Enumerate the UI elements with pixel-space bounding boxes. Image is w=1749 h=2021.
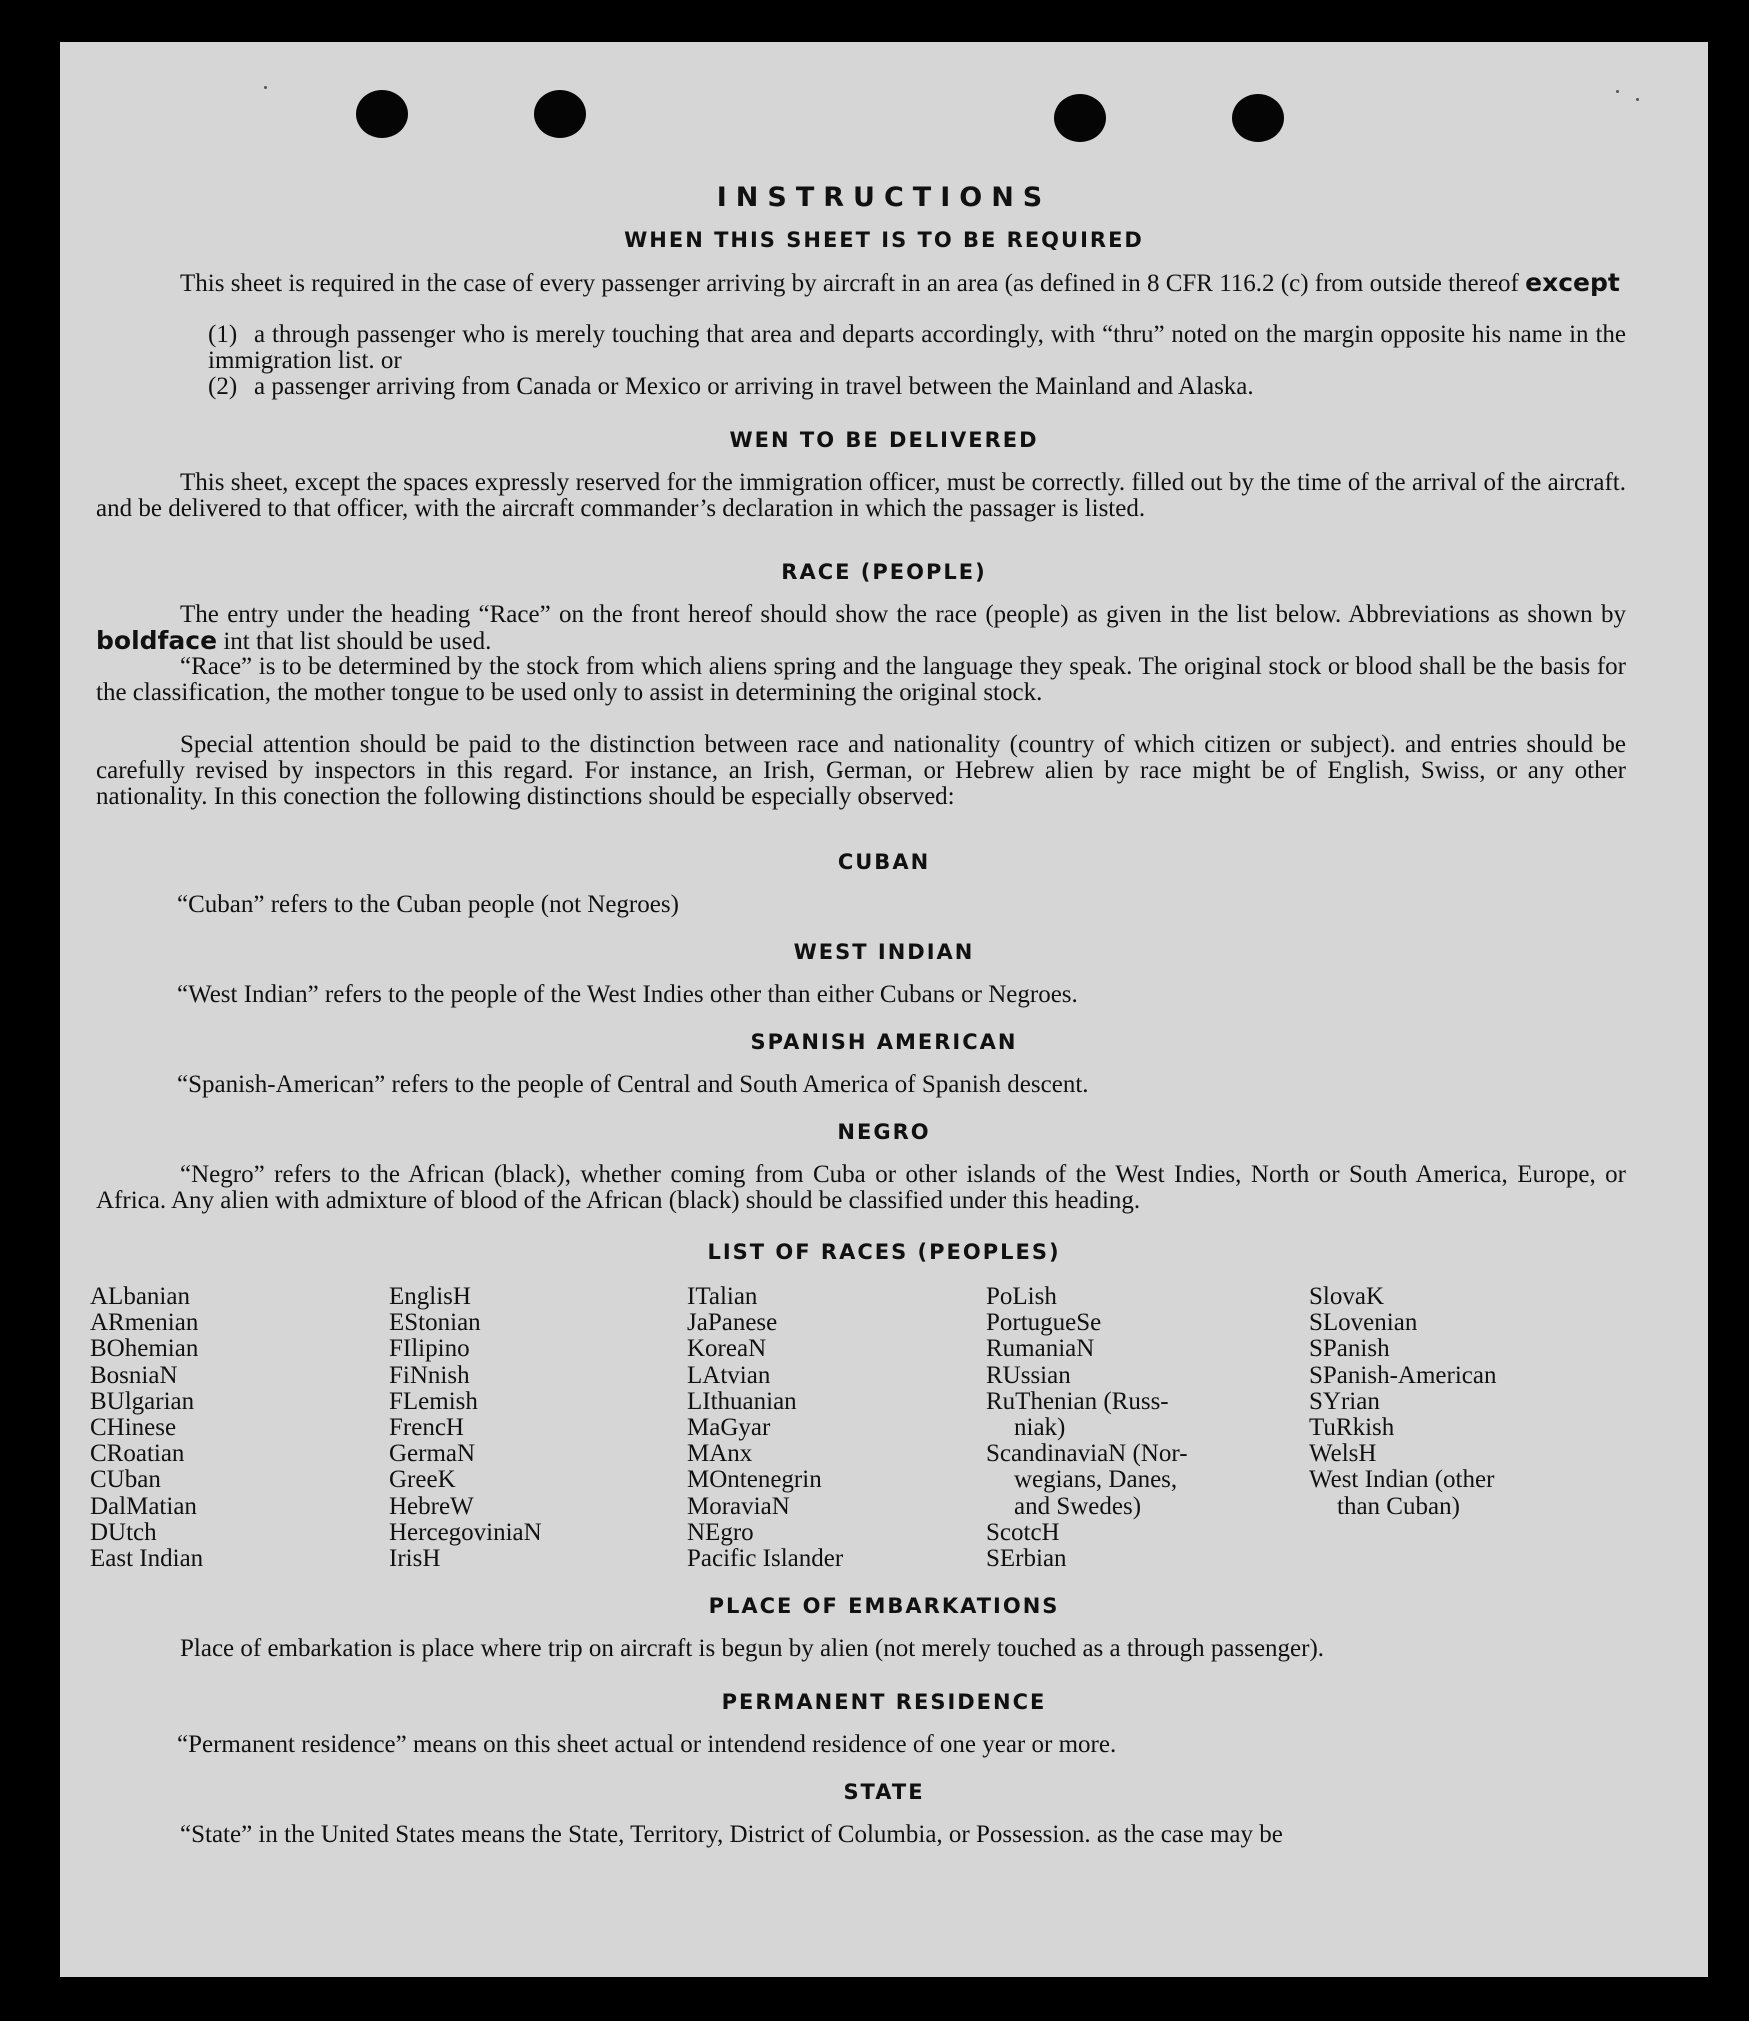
race-item: MAnx bbox=[687, 1440, 753, 1468]
race-item: SErbian bbox=[986, 1545, 1067, 1573]
race-item: FrencH bbox=[389, 1414, 464, 1442]
section-heading-cuban: CUBAN bbox=[837, 850, 931, 874]
races-column-5 bbox=[1309, 1284, 1496, 1520]
cuban-text: “Cuban” refers to the Cuban people (not Negroes) bbox=[177, 891, 679, 918]
section-heading-west-indian: WEST INDIAN bbox=[793, 940, 975, 964]
speck bbox=[264, 86, 267, 89]
race-item: HercegoviniaN bbox=[389, 1518, 542, 1546]
document-title: INSTRUCTIONS bbox=[716, 182, 1052, 213]
delivered-text: This sheet, except the spaces expressly reserved for the immigration officer, must be correctly. filled out by the time of the arrival of the aircraft. and be delivered to that officer, with the aircraft commander’s declaration in which the passager is listed. bbox=[96, 469, 1626, 522]
race-item: East Indian bbox=[90, 1545, 204, 1573]
race-item-continuation: niak) bbox=[1014, 1414, 1066, 1442]
punch-hole-2 bbox=[534, 90, 586, 138]
race-item: SYrian bbox=[1309, 1387, 1380, 1415]
race-item: Pacific Islander bbox=[687, 1545, 844, 1573]
race-paragraph-1: The entry under the heading “Race” on the front hereof should show the race (people) as given in the list below. Abbreviations as shown by boldface int that list should be used. bbox=[96, 601, 1626, 655]
race-item-continuation: wegians, Danes, bbox=[1014, 1466, 1178, 1494]
race-item: BosniaN bbox=[90, 1361, 178, 1389]
race-item: DalMatian bbox=[90, 1492, 197, 1520]
section-heading-spanish-american: SPANISH AMERICAN bbox=[750, 1030, 1018, 1054]
race-item: LAtvian bbox=[687, 1361, 771, 1389]
race-item: ITalian bbox=[687, 1283, 758, 1310]
embarkation-text: Place of embarkation is place where trip on aircraft is begun by alien (not merely touched as a through passenger). bbox=[180, 1635, 1325, 1662]
race-item: MaGyar bbox=[687, 1414, 771, 1442]
race-item-continuation: and Swedes) bbox=[1014, 1492, 1142, 1520]
spanish-american-text: “Spanish-American” refers to the people of Central and South America of Spanish descent. bbox=[177, 1071, 1089, 1098]
race-item: MoraviaN bbox=[687, 1492, 790, 1520]
punch-hole-1 bbox=[356, 90, 408, 138]
boldface-bold: boldface bbox=[96, 626, 218, 655]
race-item: BUlgarian bbox=[90, 1387, 195, 1415]
section-heading-race: RACE (PEOPLE) bbox=[781, 560, 987, 584]
section-heading-list-of-races: LIST OF RACES (PEOPLES) bbox=[707, 1240, 1061, 1264]
race-item: MOntenegrin bbox=[687, 1466, 822, 1494]
race-item: TuRkish bbox=[1309, 1414, 1395, 1442]
race-item: GreeK bbox=[389, 1466, 456, 1494]
punch-hole-4 bbox=[1232, 94, 1284, 142]
section-heading-embarkation: PLACE OF EMBARKATIONS bbox=[708, 1594, 1060, 1618]
race-item: JaPanese bbox=[687, 1309, 778, 1337]
race-item: EStonian bbox=[389, 1309, 481, 1337]
required-item-1: (1) a through passenger who is merely touching that area and departs accordingly, with “thru” noted on the margin opposite his name in the immigration list. or bbox=[208, 321, 1626, 374]
race-item: West Indian (other bbox=[1309, 1466, 1495, 1494]
race-item: ScotcH bbox=[986, 1518, 1060, 1546]
race-paragraph-3: Special attention should be paid to the distinction between race and nationality (country of which citizen or subject). and entries should be carefully revised by inspectors in this regard. For instance, an Irish, German, or Hebrew alien by race might be of English, Swiss, or any other nationality. In this conection the following distinctions should be especially observed: bbox=[96, 731, 1626, 810]
race-item: SPanish-American bbox=[1309, 1361, 1497, 1389]
punch-hole-3 bbox=[1054, 94, 1106, 142]
race-item: SlovaK bbox=[1309, 1283, 1384, 1310]
race-item: LIthuanian bbox=[687, 1387, 797, 1415]
race-item: PortugueSe bbox=[986, 1309, 1102, 1337]
speck bbox=[1616, 90, 1619, 93]
races-column-3 bbox=[687, 1284, 843, 1572]
race-paragraph-2: “Race” is to be determined by the stock from which aliens spring and the language they speak. The original stock or blood shall be the basis for the classification, the mother tongue to be used only to assist in determining the original stock. bbox=[96, 653, 1626, 706]
race-item-continuation: than Cuban) bbox=[1337, 1492, 1460, 1520]
race-item: SPanish bbox=[1309, 1335, 1390, 1363]
state-text: “State” in the United States means the State, Territory, District of Columbia, or Possession. as the case may be bbox=[180, 1821, 1283, 1848]
race-item: SLovenian bbox=[1309, 1309, 1418, 1337]
race-item: CRoatian bbox=[90, 1440, 185, 1468]
document-page bbox=[60, 42, 1708, 1977]
section-heading-required: WHEN THIS SHEET IS TO BE REQUIRED bbox=[624, 228, 1144, 252]
race-item: FiNnish bbox=[389, 1361, 470, 1389]
race-item: EnglisH bbox=[389, 1283, 471, 1310]
race-item: CHinese bbox=[90, 1414, 177, 1442]
race-item: PoLish bbox=[986, 1283, 1057, 1310]
race-item: CUban bbox=[90, 1466, 161, 1494]
race-item: RUssian bbox=[986, 1361, 1071, 1389]
race-item: FIlipino bbox=[389, 1335, 470, 1363]
race-item: IrisH bbox=[389, 1545, 441, 1573]
race-item: DUtch bbox=[90, 1518, 157, 1546]
races-column-2 bbox=[389, 1284, 542, 1572]
race-item: RuThenian (Russ- bbox=[986, 1387, 1169, 1415]
negro-text: “Negro” refers to the African (black), whether coming from Cuba or other islands of the West Indies, North or South America, Europe, or Africa. Any alien with admixture of blood of the African (black) should be classified under this heading. bbox=[96, 1161, 1626, 1214]
section-heading-delivered: WEN TO BE DELIVERED bbox=[729, 428, 1039, 452]
race-item: WelsH bbox=[1309, 1440, 1377, 1468]
race-item: ScandinaviaN (Nor- bbox=[986, 1440, 1188, 1468]
section-heading-negro: NEGRO bbox=[837, 1120, 931, 1144]
race-item: BOhemian bbox=[90, 1335, 199, 1363]
race-item: FLemish bbox=[389, 1387, 478, 1415]
race-item: GermaN bbox=[389, 1440, 476, 1468]
race-item: NEgro bbox=[687, 1518, 754, 1546]
race-item: ARmenian bbox=[90, 1309, 199, 1337]
race-item: ALbanian bbox=[90, 1283, 190, 1310]
race-item: KoreaN bbox=[687, 1335, 767, 1363]
races-column-1 bbox=[90, 1284, 203, 1572]
required-item-2: (2) a passenger arriving from Canada or Mexico or arriving in travel between the Mainland and Alaska. bbox=[208, 373, 1254, 400]
race-item: HebreW bbox=[389, 1492, 474, 1520]
residence-text: “Permanent residence” means on this sheet actual or intendend residence of one year or more. bbox=[177, 1731, 1117, 1758]
race-item: RumaniaN bbox=[986, 1335, 1095, 1363]
section-heading-residence: PERMANENT RESIDENCE bbox=[721, 1690, 1047, 1714]
races-column-4 bbox=[986, 1284, 1188, 1572]
section-heading-state: STATE bbox=[843, 1780, 925, 1804]
speck bbox=[1636, 98, 1639, 101]
except-bold: except bbox=[1525, 268, 1620, 297]
west-indian-text: “West Indian” refers to the people of the West Indies other than either Cubans or Negroes. bbox=[177, 981, 1078, 1008]
required-intro: This sheet is required in the case of every passenger arriving by aircraft in an area (as defined in 8 CFR 116.2 (c) from outside thereof except bbox=[180, 268, 1620, 297]
